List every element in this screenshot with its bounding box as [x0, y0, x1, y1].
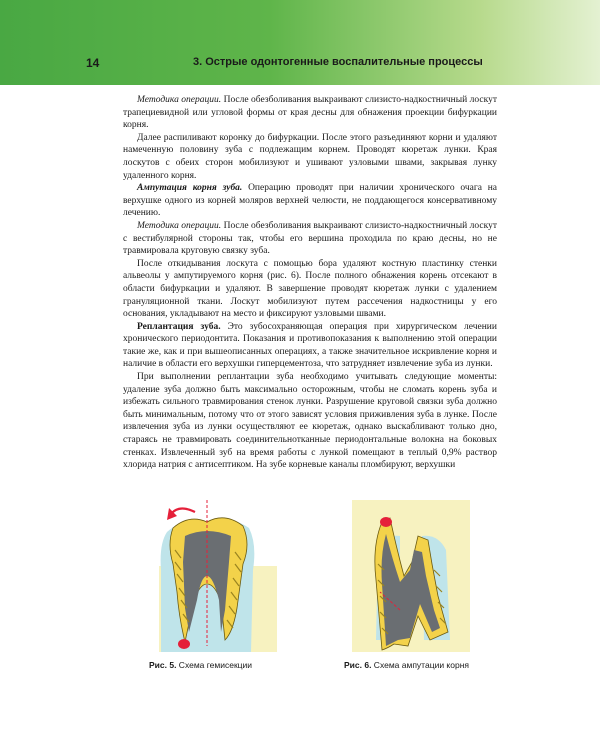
paragraph-lead: Ампутация корня зуба.	[137, 183, 243, 194]
chapter-title: 3. Острые одонтогенные воспалительные процессы	[193, 56, 483, 68]
paragraph-text: Операцию проводят при наличии хронического очага на верхушке одного из корней моляров верхней челюсти, не поддающегося консервативному лечению.	[123, 183, 497, 219]
body-text	[123, 94, 497, 472]
lesion-left-root	[178, 639, 190, 649]
paragraph	[123, 258, 497, 321]
paragraph-text: После обезболивания выкраивают слизисто-надкостничный лоскут с вестибулярной стороны так, чтобы его вершина проходила по краю десны, но не травмировала круговую связку зуба.	[123, 220, 497, 257]
paragraph-text: При выполнении реплантации зуба необходимо учитывать следующие моменты: удаление зуба должно быть максимально осторожным, чтобы не сломать корень зуба и избежать сильного травмирования стенок лунки. Разрушение круговой связки зуба должно быть минимальным, потому что от этого зависят условия приживления зуба в лунке. После извлечения зуба из лунки осуществляют ее кюретаж, однако выскабливают только дно, стараясь не травмировать соединительнотканные периодонтальные волокна на боковых стенках. Извлеченный зуб на время работы с лункой помещают в теплый 0,9% раствор хлорида натрия с антисептиком. На зубе корневые каналы пломбируют, верхушки	[123, 372, 497, 471]
figure-label: Рис. 5.	[149, 660, 177, 670]
figure-5-caption	[149, 660, 252, 670]
paragraph-text: Это зубосохраняющая операция при хирургическом лечении хронического периодонтита. Показания и противопоказания к выполнению этой операции такие же, как и при вышеописанных операциях, а также значительное искривление корня и наличие в области его верхушки гиперцементоза, что затрудняет извлечение зуба из лунки.	[123, 321, 497, 370]
paragraph	[123, 371, 497, 472]
paragraph-lead: Методика операции.	[137, 220, 222, 231]
paragraph-text: Далее распиливают коронку до бифуркации. После этого разъединяют корни и удаляют намеченную половину зуба с подлежащим корнем. Проводят кюретаж лунки. Края лоскутов с обеих сторон мобилизуют и ушивают узловыми швами, закрывая лунку удаленного корня.	[123, 132, 497, 181]
paragraph-lead: Методика операции.	[137, 95, 222, 105]
lesion-root-apex	[380, 517, 392, 527]
paragraph-lead: Реплантация зуба.	[137, 321, 221, 332]
figure-caption-text: Схема гемисекции	[176, 660, 253, 670]
page-number: 14	[86, 56, 100, 70]
header-band	[0, 0, 600, 85]
rotation-arrow	[171, 508, 195, 514]
paragraph-text: После откидывания лоскута с помощью бора удаляют костную пластинку стенки альвеолы у ампутируемого корня (рис. 6). После полного обнажения корень отсекают в области бифуркации и удаляют. В завершение проводят кюретаж лунки с удалением грануляционной ткани. Лоскут мобилизуют путем рассечения надкостницы у его основания, укладывают на место и фиксируют узловыми швами.	[123, 258, 497, 320]
paragraph	[123, 321, 497, 371]
paragraph	[123, 132, 497, 182]
paragraph-text: После обезболивания выкраивают слизисто-надкостничный лоскут трапециевидной или угловой формы от края десны для обнажения проекции бифуркации корня.	[123, 95, 497, 131]
figure-6-caption	[344, 660, 469, 670]
figure-label: Рис. 6.	[344, 660, 372, 670]
root-amputation-figure	[352, 500, 470, 652]
figure-caption-text: Схема ампутации корня	[371, 660, 469, 670]
paragraph	[123, 182, 497, 220]
paragraph	[123, 220, 497, 258]
hemisection-figure	[145, 500, 277, 652]
paragraph	[123, 94, 497, 132]
